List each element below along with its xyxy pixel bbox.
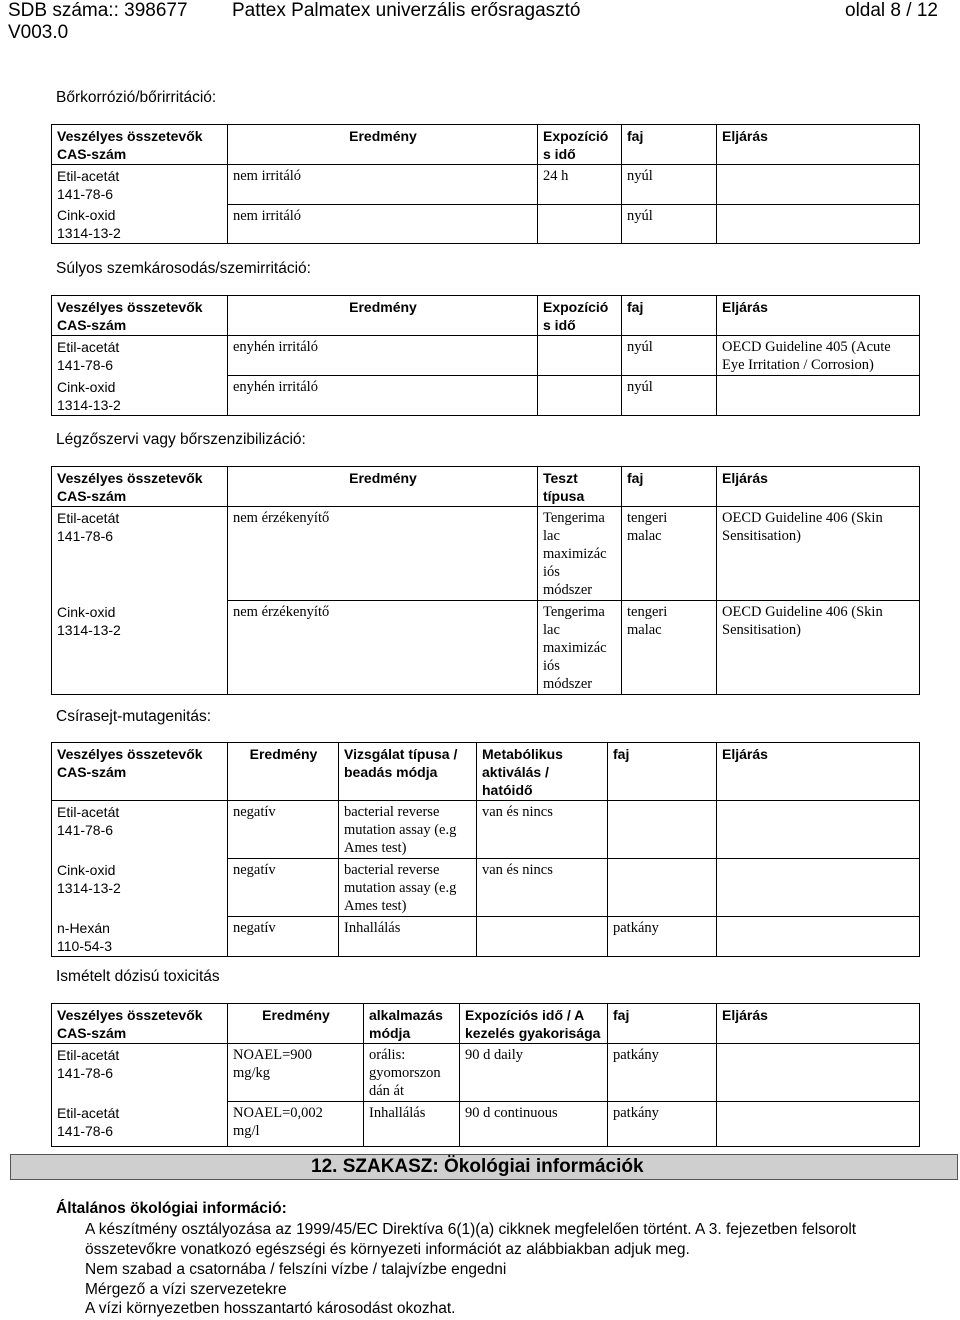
table-cell: Cink-oxid 1314-13-2 bbox=[52, 376, 228, 416]
table-row bbox=[52, 859, 920, 917]
table-header-row bbox=[52, 467, 920, 507]
sens-section-title: Légzőszervi vagy bőrszenzibilizáció: bbox=[56, 431, 306, 448]
page-header bbox=[0, 0, 960, 46]
table-cell: nem érzékenyítő bbox=[228, 507, 538, 601]
general-eco-title: Általános ökológiai információ: bbox=[56, 1200, 287, 1217]
table-cell: n-Hexán 110-54-3 bbox=[52, 917, 228, 957]
table-cell: OECD Guideline 405 (Acute Eye Irritation / Corrosion) bbox=[717, 336, 920, 376]
table-row bbox=[52, 165, 920, 205]
table-cell: Expozíció s idő bbox=[538, 125, 622, 165]
table-cell: Etil-acetát 141-78-6 bbox=[52, 507, 228, 601]
table-cell: Vizsgálat típusa / beadás módja bbox=[339, 743, 477, 801]
table-cell: Cink-oxid 1314-13-2 bbox=[52, 859, 228, 917]
eye-table bbox=[51, 295, 920, 416]
table-cell: Etil-acetát 141-78-6 bbox=[52, 1044, 228, 1102]
table-cell bbox=[717, 165, 920, 205]
table-row bbox=[52, 204, 920, 244]
table-cell: Veszélyes összetevők CAS-szám bbox=[52, 1004, 228, 1044]
eye-section-title: Súlyos szemkárosodás/szemirritáció: bbox=[56, 260, 311, 277]
table-cell: negatív bbox=[228, 801, 339, 859]
table-cell bbox=[717, 204, 920, 244]
table-cell: Metabólikus aktiválás / hatóidő bbox=[477, 743, 608, 801]
general-eco-line: Mérgező a vízi szervezetekre bbox=[85, 1281, 287, 1298]
table-cell: van és nincs bbox=[477, 859, 608, 917]
table-cell bbox=[477, 917, 608, 957]
table-cell bbox=[717, 1102, 920, 1147]
table-cell: 90 d daily bbox=[460, 1044, 608, 1102]
table-cell: nyúl bbox=[622, 376, 717, 416]
table-cell: tengeri malac bbox=[622, 601, 717, 695]
table-header-row bbox=[52, 743, 920, 801]
table-cell: Eredmény bbox=[228, 296, 538, 336]
table-cell: OECD Guideline 406 (Skin Sensitisation) bbox=[717, 601, 920, 695]
table-cell: OECD Guideline 406 (Skin Sensitisation) bbox=[717, 507, 920, 601]
table-cell bbox=[717, 801, 920, 859]
table-cell: nem érzékenyítő bbox=[228, 601, 538, 695]
table-cell: Eredmény bbox=[228, 1004, 364, 1044]
table-cell bbox=[717, 917, 920, 957]
table-cell: Etil-acetát 141-78-6 bbox=[52, 1102, 228, 1147]
table-header-row bbox=[52, 125, 920, 165]
section-12-title: 12. SZAKASZ: Ökológiai információk bbox=[311, 1156, 644, 1177]
table-row bbox=[52, 507, 920, 601]
table-cell: Inhallálás bbox=[339, 917, 477, 957]
table-row bbox=[52, 917, 920, 957]
table-cell: NOAEL=0,002 mg/l bbox=[228, 1102, 364, 1147]
repeat-table bbox=[51, 1003, 920, 1147]
table-cell: Etil-acetát 141-78-6 bbox=[52, 165, 228, 205]
table-cell: Veszélyes összetevők CAS-szám bbox=[52, 743, 228, 801]
table-cell bbox=[538, 204, 622, 244]
table-cell: NOAEL=900 mg/kg bbox=[228, 1044, 364, 1102]
table-cell: nyúl bbox=[622, 165, 717, 205]
page-number: oldal 8 / 12 bbox=[845, 0, 938, 21]
table-cell: faj bbox=[622, 125, 717, 165]
table-row bbox=[52, 376, 920, 416]
repeat-section-title: Ismételt dózisú toxicitás bbox=[56, 968, 220, 985]
table-cell bbox=[608, 801, 717, 859]
table-cell: patkány bbox=[608, 1102, 717, 1147]
table-cell: Eljárás bbox=[717, 743, 920, 801]
table-cell: Veszélyes összetevők CAS-szám bbox=[52, 467, 228, 507]
table-cell: 24 h bbox=[538, 165, 622, 205]
table-cell bbox=[608, 859, 717, 917]
table-cell: Tengerima lac maximizác iós módszer bbox=[538, 601, 622, 695]
table-cell: Eljárás bbox=[717, 125, 920, 165]
general-eco-line: összetevőkre vonatkozó egészségi és környezeti információt az alábbiakban adjuk meg. bbox=[85, 1241, 690, 1258]
table-cell bbox=[538, 336, 622, 376]
table-cell: Veszélyes összetevők CAS-szám bbox=[52, 125, 228, 165]
general-eco-line: Nem szabad a csatornába / felszíni vízbe / talajvízbe engedni bbox=[85, 1261, 507, 1278]
table-header-row bbox=[52, 296, 920, 336]
table-cell bbox=[717, 376, 920, 416]
table-cell: Cink-oxid 1314-13-2 bbox=[52, 601, 228, 695]
table-cell: nyúl bbox=[622, 204, 717, 244]
table-cell bbox=[717, 859, 920, 917]
table-cell: nyúl bbox=[622, 336, 717, 376]
table-cell: 90 d continuous bbox=[460, 1102, 608, 1147]
table-cell: Etil-acetát 141-78-6 bbox=[52, 336, 228, 376]
table-cell: faj bbox=[608, 1004, 717, 1044]
table-cell: bacterial reverse mutation assay (e.g Ames test) bbox=[339, 859, 477, 917]
table-cell: tengeri malac bbox=[622, 507, 717, 601]
table-cell: Tengerima lac maximizác iós módszer bbox=[538, 507, 622, 601]
table-cell bbox=[717, 1044, 920, 1102]
table-cell: Inhallálás bbox=[364, 1102, 460, 1147]
table-cell bbox=[538, 376, 622, 416]
product-name: Pattex Palmatex univerzális erősragasztó bbox=[232, 0, 581, 21]
skin-table bbox=[51, 124, 920, 244]
table-cell: van és nincs bbox=[477, 801, 608, 859]
table-cell: negatív bbox=[228, 917, 339, 957]
muta-table bbox=[51, 742, 920, 957]
table-cell: Cink-oxid 1314-13-2 bbox=[52, 204, 228, 244]
table-cell: faj bbox=[608, 743, 717, 801]
table-row bbox=[52, 336, 920, 376]
table-cell: alkalmazás módja bbox=[364, 1004, 460, 1044]
section-12-banner bbox=[10, 1154, 958, 1180]
table-row bbox=[52, 801, 920, 859]
table-row bbox=[52, 1044, 920, 1102]
table-cell: Eredmény bbox=[228, 467, 538, 507]
general-eco-line: A vízi környezetben hosszantartó károsodást okozhat. bbox=[85, 1300, 456, 1317]
table-cell: patkány bbox=[608, 917, 717, 957]
table-row bbox=[52, 601, 920, 695]
table-cell: nem irritáló bbox=[228, 204, 538, 244]
table-cell: enyhén irritáló bbox=[228, 336, 538, 376]
table-cell: faj bbox=[622, 467, 717, 507]
table-cell: negatív bbox=[228, 859, 339, 917]
muta-section-title: Csírasejt-mutagenitás: bbox=[56, 708, 212, 725]
table-cell: Eredmény bbox=[228, 125, 538, 165]
table-cell: patkány bbox=[608, 1044, 717, 1102]
table-cell: Eljárás bbox=[717, 296, 920, 336]
general-eco-line: A készítmény osztályozása az 1999/45/EC Direktíva 6(1)(a) cikknek megfelelően történt. A 3. fejezetben felsorolt bbox=[85, 1221, 857, 1238]
table-cell: Veszélyes összetevők CAS-szám bbox=[52, 296, 228, 336]
table-cell: bacterial reverse mutation assay (e.g Ames test) bbox=[339, 801, 477, 859]
table-cell: orális: gyomorszon dán át bbox=[364, 1044, 460, 1102]
table-cell: Teszt típusa bbox=[538, 467, 622, 507]
table-row bbox=[52, 1102, 920, 1147]
table-header-row bbox=[52, 1004, 920, 1044]
sdb-number: SDB száma:: 398677 bbox=[8, 0, 188, 21]
table-cell: Eredmény bbox=[228, 743, 339, 801]
table-cell: enyhén irritáló bbox=[228, 376, 538, 416]
version-number: V003.0 bbox=[8, 22, 69, 43]
table-cell: Etil-acetát 141-78-6 bbox=[52, 801, 228, 859]
sens-table bbox=[51, 466, 920, 695]
table-cell: Expozíció s idő bbox=[538, 296, 622, 336]
table-cell: Expozíciós idő / A kezelés gyakorisága bbox=[460, 1004, 608, 1044]
table-cell: Eljárás bbox=[717, 1004, 920, 1044]
table-cell: faj bbox=[622, 296, 717, 336]
table-cell: Eljárás bbox=[717, 467, 920, 507]
skin-section-title: Bőrkorrózió/bőrirritáció: bbox=[56, 89, 217, 106]
table-cell: nem irritáló bbox=[228, 165, 538, 205]
